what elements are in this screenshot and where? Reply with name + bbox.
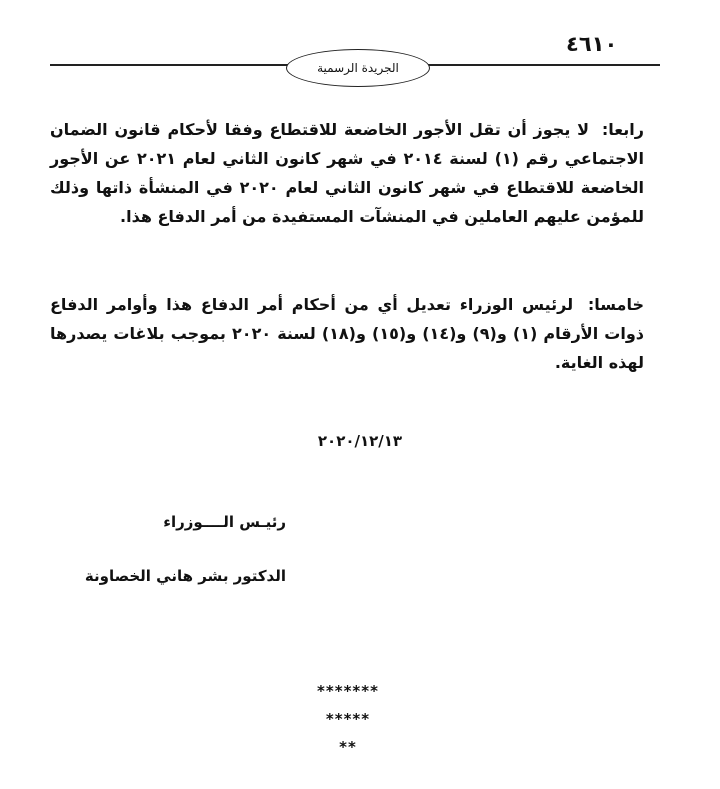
signature-title: رئيـس الــــوزراء: [163, 513, 286, 531]
masthead-title: الجريدة الرسمية: [317, 61, 399, 75]
clause-label: رابعا:: [601, 120, 644, 139]
clause-text: لا يجوز أن تقل الأجور الخاضعة للاقتطاع وفقا لأحكام قانون الضمان الاجتماعي رقم (١) لسنة ٢٠١٤ في شهر كانون الثاني لعام ٢٠٢١ عن الأجور الخاضعة للاقتطاع في شهر كانون الثاني لعام ٢٠٢٠ في المنشأة ذاتها وذلك للمؤمن عليهم العاملين في المنشآت المستفيدة من أمر الدفاع هذا.: [50, 120, 645, 226]
separator-stars: *****: [325, 710, 371, 728]
issue-date: ٢٠٢٠/١٢/١٣: [317, 432, 403, 450]
separator-stars: *******: [317, 682, 379, 700]
signature-name: الدكتور بشر هاني الخصاونة: [84, 567, 286, 585]
clause-fourth: [50, 115, 644, 231]
clause-label: خامسا:: [587, 295, 644, 314]
separator-stars: **: [339, 738, 357, 756]
masthead-oval: [286, 49, 430, 87]
page-number: ٤٦١٠: [566, 32, 618, 56]
clause-text: لرئيس الوزراء تعديل أي من أحكام أمر الدفاع هذا وأوامر الدفاع ذوات الأرقام (١) و(٩) و(١٤) و(١٥) و(١٨) لسنة ٢٠٢٠ بموجب بلاغات يصدرها لهذه الغاية.: [50, 295, 645, 372]
clause-fifth: [50, 290, 644, 377]
